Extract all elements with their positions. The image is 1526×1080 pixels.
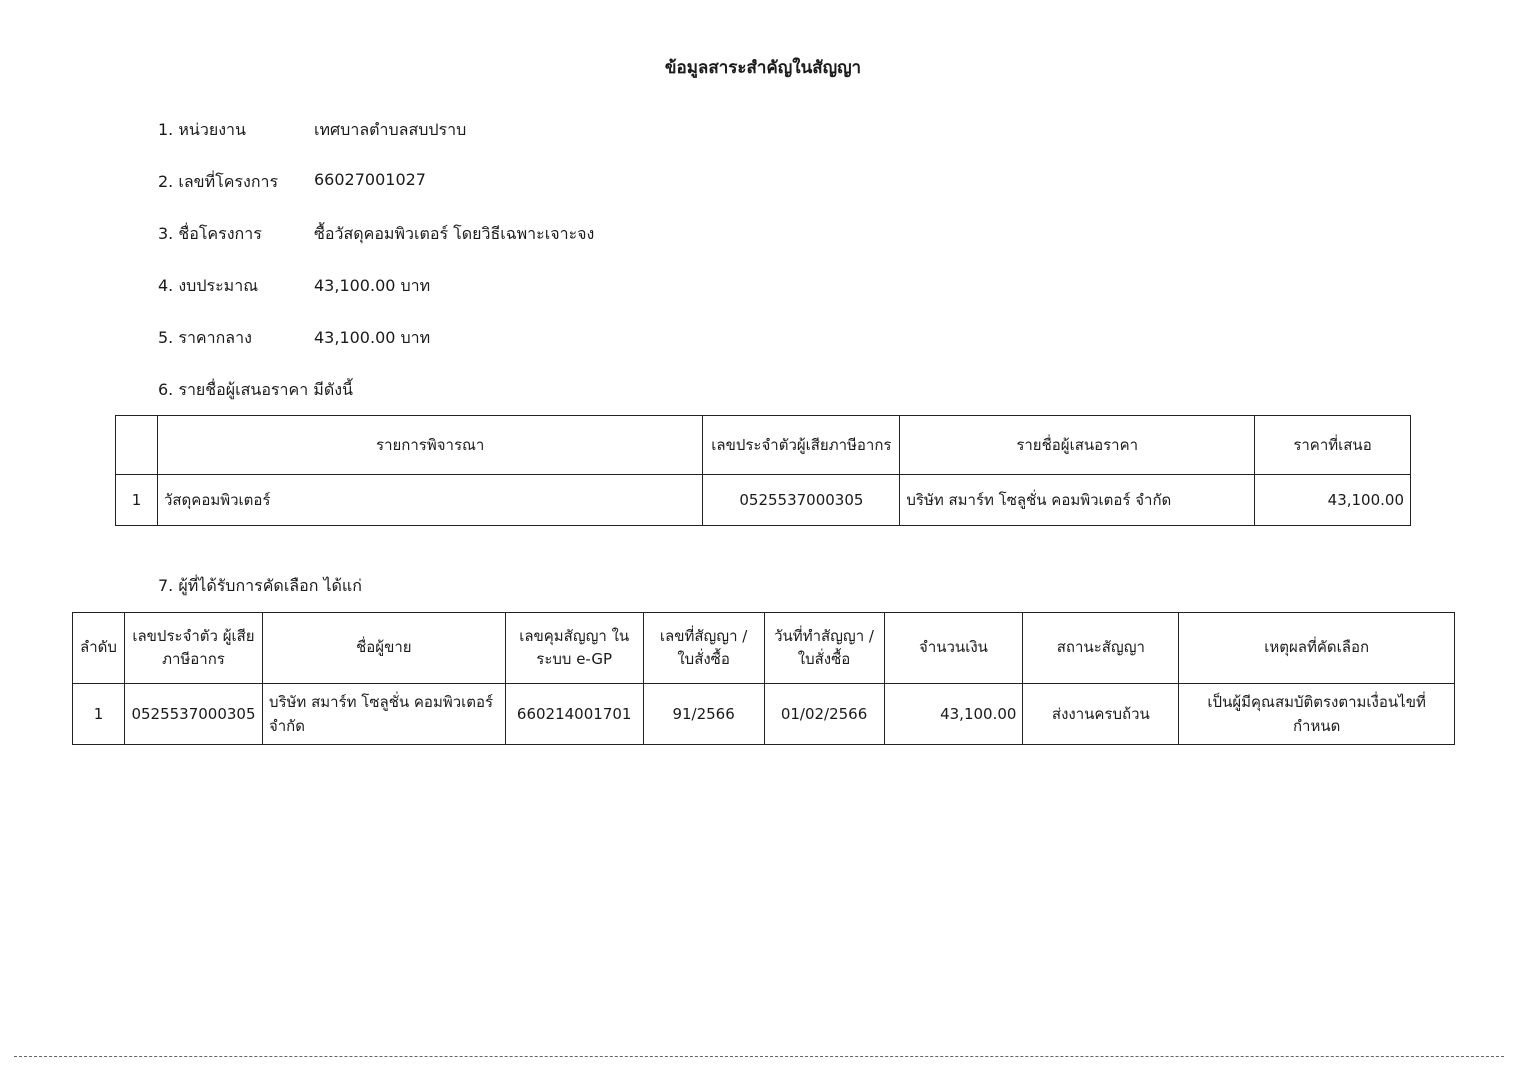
field-value: ซื้อวัสดุคอมพิวเตอร์ โดยวิธีเฉพาะเจาะจง xyxy=(314,224,595,243)
table-cell: 0525537000305 xyxy=(703,475,900,526)
field-median-price xyxy=(158,326,430,351)
scan-edge-line xyxy=(14,1056,1504,1057)
column-header: รายชื่อผู้เสนอราคา xyxy=(900,416,1255,475)
field-value: 43,100.00 บาท xyxy=(314,328,431,347)
field-agency xyxy=(158,118,466,143)
column-header: เลขที่สัญญา / ใบสั่งซื้อ xyxy=(643,613,764,684)
field-label: 1. หน่วยงาน xyxy=(158,120,246,139)
field-value: 43,100.00 บาท xyxy=(314,276,431,295)
column-header: เลขคุมสัญญา ในระบบ e-GP xyxy=(505,613,643,684)
column-header: ชื่อผู้ขาย xyxy=(262,613,505,684)
column-header: เลขประจำตัวผู้เสียภาษีอากร xyxy=(703,416,900,475)
column-header xyxy=(116,416,158,475)
table-cell: 01/02/2566 xyxy=(764,684,884,745)
table-cell: เป็นผู้มีคุณสมบัติตรงตามเงื่อนไขที่กำหนด xyxy=(1179,684,1455,745)
table-cell: บริษัท สมาร์ท โซลูชั่น คอมพิวเตอร์ จำกัด xyxy=(262,684,505,745)
column-header: รายการพิจารณา xyxy=(157,416,702,475)
bidders-table xyxy=(115,415,1411,526)
field-project-number xyxy=(158,170,426,195)
field-label: 5. ราคากลาง xyxy=(158,328,252,347)
table-cell: 1 xyxy=(73,684,125,745)
table-cell: 43,100.00 xyxy=(1255,475,1411,526)
column-header: ลำดับ xyxy=(73,613,125,684)
column-header: เหตุผลที่คัดเลือก xyxy=(1179,613,1455,684)
table-cell: 660214001701 xyxy=(505,684,643,745)
table-header-row xyxy=(73,613,1455,684)
table-cell: 91/2566 xyxy=(643,684,764,745)
table-cell: ส่งงานครบถ้วน xyxy=(1023,684,1179,745)
column-header: ราคาที่เสนอ xyxy=(1255,416,1411,475)
field-label: 2. เลขที่โครงการ xyxy=(158,172,279,191)
field-project-name xyxy=(158,222,594,247)
selected-heading: 7. ผู้ที่ได้รับการคัดเลือก ได้แก่ xyxy=(158,576,362,595)
field-label: 4. งบประมาณ xyxy=(158,276,259,295)
column-header: สถานะสัญญา xyxy=(1023,613,1179,684)
field-value: เทศบาลตำบลสบปราบ xyxy=(314,120,467,139)
bidders-heading: 6. รายชื่อผู้เสนอราคา มีดังนี้ xyxy=(158,380,353,399)
table-row xyxy=(73,684,1455,745)
selected-table xyxy=(72,612,1455,745)
column-header: จำนวนเงิน xyxy=(884,613,1023,684)
table-row xyxy=(116,475,1411,526)
column-header: วันที่ทำสัญญา / ใบสั่งซื้อ xyxy=(764,613,884,684)
table-header-row xyxy=(116,416,1411,475)
field-budget xyxy=(158,274,430,299)
field-value: 66027001027 xyxy=(314,170,426,189)
table-cell: 43,100.00 xyxy=(884,684,1023,745)
table-cell: บริษัท สมาร์ท โซลูชั่น คอมพิวเตอร์ จำกัด xyxy=(900,475,1255,526)
table-cell: 1 xyxy=(116,475,158,526)
column-header: เลขประจำตัว ผู้เสียภาษีอากร xyxy=(124,613,262,684)
table-cell: วัสดุคอมพิวเตอร์ xyxy=(157,475,702,526)
table-cell: 0525537000305 xyxy=(124,684,262,745)
document-title: ข้อมูลสาระสำคัญในสัญญา xyxy=(664,58,862,78)
field-label: 3. ชื่อโครงการ xyxy=(158,224,262,243)
